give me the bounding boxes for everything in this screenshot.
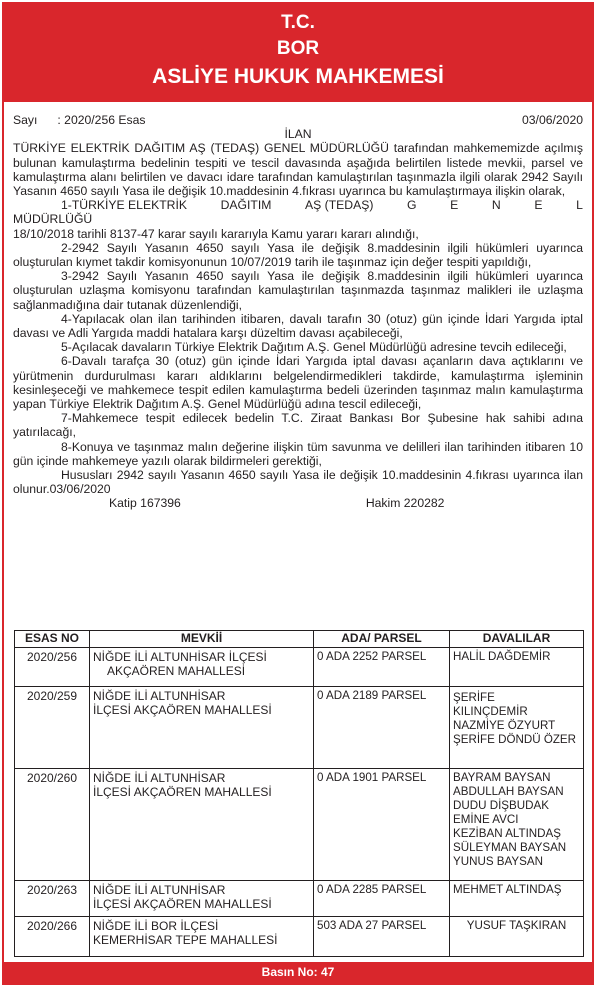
- davalilar-cell: MEHMET ALTINDAŞ: [450, 881, 584, 917]
- signatures: [13, 496, 583, 510]
- ada-cell: 503 ADA 27 PARSEL: [314, 917, 450, 957]
- header-mevkii: MEVKİİ: [90, 631, 314, 648]
- mevkii-cell: NİĞDE İLİ BOR İLÇESİ KEMERHİSAR TEPE MAHALLESİ: [90, 917, 314, 957]
- header-ada-parsel: ADA/ PARSEL: [314, 631, 450, 648]
- intro-paragraph: TÜRKİYE ELEKTRİK DAĞITIM AŞ (TEDAŞ) GENEL MÜDÜRLÜĞÜ tarafından mahkememizde açılmış bulunan kamulaştırma bedelinin tespiti ve tescil davasında aşağıda belirtilen listede mevkii, parsel ve kamulaştırma alanı belirtilen ve davacı idare tarafından kamulaştırılan taşınmazla ilgili olarak 2942 Sayılı Yasanın 4650 sayılı Yasa ile değişik 10.maddesinin 4.fıkrası uyarınca bu kamulaştırmaya ilişkin olarak,: [13, 141, 583, 199]
- notice-body: [13, 113, 583, 511]
- item5-paragraph: 5-Açılacak davaların Türkiye Elektrik Dağıtım A.Ş. Genel Müdürlüğü adresine tevcih edileceği,: [61, 340, 567, 355]
- notice-date: 03/06/2020: [522, 113, 583, 127]
- notice-frame: [2, 2, 594, 985]
- ilan-heading: İLAN: [284, 127, 312, 142]
- ada-cell: 0 ADA 1901 PARSEL: [314, 769, 450, 881]
- davalilar-cell: HALİL DAĞDEMİR: [450, 648, 584, 687]
- davalilar-cell: BAYRAM BAYSAN ABDULLAH BAYSAN DUDU DİŞBUDAK EMİNE AVCI KEZİBAN ALTINDAŞ SÜLEYMAN BAYSAN YUNUS BAYSAN: [450, 769, 584, 881]
- header-court: ASLİYE HUKUK MAHKEMESİ: [152, 65, 444, 88]
- mevkii-cell: NİĞDE İLİ ALTUNHİSAR İLÇESİ AKÇAÖREN MAHALLESİ: [90, 881, 314, 917]
- item7-paragraph: 7-Mahkemece tespit edilecek bedelin T.C. Ziraat Bankası Bor Şubesine hak sahibi adına yatırılacağı,: [13, 411, 583, 440]
- table-header-row: [15, 631, 584, 648]
- notice-header: [4, 4, 592, 102]
- header-city: BOR: [276, 38, 320, 59]
- header-davalilar: DAVALILAR: [450, 631, 584, 648]
- mevkii-cell: NİĞDE İLİ ALTUNHİSAR İLÇESİ AKÇAÖREN MAHALLESİ: [90, 648, 314, 687]
- header-esas-no: ESAS NO: [15, 631, 90, 648]
- clerk-signature: Katip 167396: [109, 496, 181, 511]
- item6-paragraph: 6-Davalı tarafça 30 (otuz) gün içinde İdari Yargıda iptal davası açanların dava açtıklarını ve yürütmenin durdurulması kararı aldıklarını belgelendirmedikleri takdirde, kamulaştırma işleminin kesinleşeceği ve mahkemece tespit edilen kamulaştırma bedeli üzerinden taşınmaz malın kamulaştırma yapan Türkiye Elektrik Dağıtım A.Ş. Genel Müdürlüğü adına tescil edileceği,: [13, 354, 583, 412]
- esas-cell: 2020/256: [15, 648, 90, 687]
- davalilar-cell: YUSUF TAŞKIRAN: [450, 917, 584, 957]
- press-number: Basın No: 47: [4, 962, 592, 983]
- esas-cell: 2020/266: [15, 917, 90, 957]
- reference-number: Sayı : 2020/256 Esas: [13, 113, 146, 127]
- header-tc: T.C.: [281, 12, 315, 33]
- closing-paragraph: Hususları 2942 sayılı Yasanın 4650 sayılı Yasa ile değişik 10.maddesinin 4.fıkrası uyarınca ilan olunur.03/06/2020: [13, 468, 583, 497]
- table-row: [15, 881, 584, 917]
- table-row: [15, 917, 584, 957]
- table-row: [15, 687, 584, 769]
- item1-decision: 18/10/2018 tarihli 8137-47 karar sayılı kararıyla Kamu yararı kararı alındığı,: [13, 226, 419, 241]
- ada-cell: 0 ADA 2252 PARSEL: [314, 648, 450, 687]
- esas-cell: 2020/260: [15, 769, 90, 881]
- item8-paragraph: 8-Konuya ve taşınmaz malın değerine ilişkin tüm savunma ve delilleri ilan tarihinden itibaren 10 gün içinde mahkemeye yazılı olarak bildirmeleri gerektiği,: [13, 439, 583, 468]
- item1-line: 1-TÜRKİYE ELEKTRİK DAĞITIM AŞ (TEDAŞ) G E N E L: [61, 198, 583, 213]
- item1-continuation: MÜDÜRLÜĞÜ: [13, 212, 93, 227]
- item2-paragraph: 2-2942 Sayılı Yasanın 4650 sayılı Yasa ile değişik 8.maddesinin ilgili hükümleri uyarınca oluşturulan kıymet takdir komisyonunun 10/07/2019 tarih ile taşınmaz için değer tespiti yapıldığı,: [13, 240, 583, 270]
- table-row: [15, 648, 584, 687]
- reference-line: [13, 113, 583, 127]
- item4-paragraph: 4-Yapılacak olan ilan tarihinden itibaren, davalı tarafın 30 (otuz) gün içinde İdari Yargıda iptal davası ve Adli Yargıda maddi hatalara karşı düzeltim davası açabileceği,: [13, 311, 583, 341]
- item3-paragraph: 3-2942 Sayılı Yasanın 4650 sayılı Yasa ile değişik 8.maddesinin ilgili hükümleri uyarınca oluşturulan uzlaşma komisyonu tarafından kamulaştırılan taşınmazda taşınmaz malikleri ile uzlaşma sağlanmadığına dair tutanak düzenlendiği,: [13, 269, 583, 312]
- ada-cell: 0 ADA 2189 PARSEL: [314, 687, 450, 769]
- table-row: [15, 769, 584, 881]
- esas-cell: 2020/263: [15, 881, 90, 917]
- ada-cell: 0 ADA 2285 PARSEL: [314, 881, 450, 917]
- esas-cell: 2020/259: [15, 687, 90, 769]
- mevkii-cell: NİĞDE İLİ ALTUNHİSAR İLÇESİ AKÇAÖREN MAHALLESİ: [90, 687, 314, 769]
- judge-signature: Hakim 220282: [365, 496, 445, 511]
- case-table: [14, 630, 584, 957]
- davalilar-cell: ŞERİFE KILINÇDEMİR NAZMİYE ÖZYURT ŞERİFE DÖNDÜ ÖZER: [450, 687, 584, 769]
- mevkii-cell: NİĞDE İLİ ALTUNHİSAR İLÇESİ AKÇAÖREN MAHALLESİ: [90, 769, 314, 881]
